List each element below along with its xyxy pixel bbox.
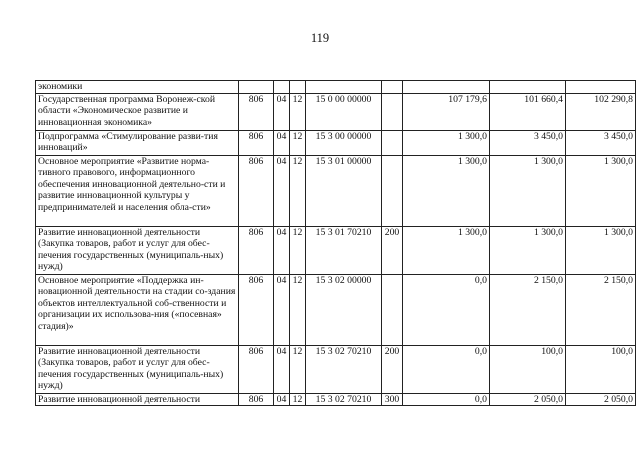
cell-vr: 300 (382, 393, 403, 406)
cell-year1: 0,0 (403, 274, 490, 345)
cell-year2: 2 150,0 (490, 274, 566, 345)
cell-year2 (490, 81, 566, 94)
cell-adm: 806 (239, 155, 274, 226)
cell-rz: 04 (274, 93, 290, 130)
cell-year3: 100,0 (566, 345, 636, 393)
cell-vr (382, 155, 403, 226)
cell-csr: 15 3 02 70210 (306, 393, 382, 406)
cell-year1: 0,0 (403, 345, 490, 393)
cell-vr (382, 130, 403, 155)
cell-year2: 3 450,0 (490, 130, 566, 155)
cell-year3: 3 450,0 (566, 130, 636, 155)
table-row (36, 93, 636, 130)
cell-rz (274, 81, 290, 94)
cell-csr: 15 3 01 70210 (306, 226, 382, 274)
cell-rz: 04 (274, 393, 290, 406)
cell-year2: 1 300,0 (490, 155, 566, 226)
cell-year3: 2 150,0 (566, 274, 636, 345)
cell-pr: 12 (290, 393, 306, 406)
cell-adm: 806 (239, 393, 274, 406)
cell-year1: 1 300,0 (403, 155, 490, 226)
cell-name: Подпрограмма «Стимулирование разви-тия инноваций» (36, 130, 239, 155)
budget-table (35, 80, 636, 406)
cell-year2: 1 300,0 (490, 226, 566, 274)
cell-rz: 04 (274, 345, 290, 393)
cell-year1: 107 179,6 (403, 93, 490, 130)
cell-adm: 806 (239, 130, 274, 155)
cell-vr: 200 (382, 226, 403, 274)
cell-name: Основное мероприятие «Поддержка ин-новационной деятельности на стадии со-здания объектов интеллектуальной соб-ственности и организации их использова-ния («посевная» стадия)» (36, 274, 239, 345)
cell-adm (239, 81, 274, 94)
table-row (36, 81, 636, 94)
cell-name: Развитие инновационной деятельности (36, 393, 239, 406)
cell-year2: 2 050,0 (490, 393, 566, 406)
cell-pr: 12 (290, 274, 306, 345)
table-row (36, 345, 636, 393)
cell-pr: 12 (290, 345, 306, 393)
cell-name: Государственная программа Воронеж-ской области «Экономическое развитие и инновационная экономика» (36, 93, 239, 130)
cell-year3: 2 050,0 (566, 393, 636, 406)
cell-rz: 04 (274, 155, 290, 226)
cell-year1 (403, 81, 490, 94)
cell-year3: 102 290,8 (566, 93, 636, 130)
cell-rz: 04 (274, 274, 290, 345)
cell-year3: 1 300,0 (566, 226, 636, 274)
cell-adm: 806 (239, 226, 274, 274)
cell-year2: 100,0 (490, 345, 566, 393)
cell-year1: 1 300,0 (403, 226, 490, 274)
cell-name: Развитие инновационной деятельности (Закупка товаров, работ и услуг для обес-печения государственных (муниципаль-ных) нужд) (36, 226, 239, 274)
cell-year3 (566, 81, 636, 94)
cell-year3: 1 300,0 (566, 155, 636, 226)
cell-name: экономики (36, 81, 239, 94)
cell-pr: 12 (290, 226, 306, 274)
cell-pr: 12 (290, 93, 306, 130)
cell-csr: 15 3 02 00000 (306, 274, 382, 345)
table-row (36, 155, 636, 226)
cell-vr (382, 274, 403, 345)
cell-year1: 1 300,0 (403, 130, 490, 155)
cell-csr (306, 81, 382, 94)
cell-name: Развитие инновационной деятельности (Закупка товаров, работ и услуг для обес-печения государственных (муниципаль-ных) нужд) (36, 345, 239, 393)
cell-csr: 15 0 00 00000 (306, 93, 382, 130)
cell-csr: 15 3 02 70210 (306, 345, 382, 393)
cell-adm: 806 (239, 345, 274, 393)
cell-vr (382, 93, 403, 130)
page-number: 119 (310, 31, 330, 45)
table-row (36, 393, 636, 406)
cell-rz: 04 (274, 130, 290, 155)
table-row (36, 274, 636, 345)
cell-vr (382, 81, 403, 94)
cell-vr: 200 (382, 345, 403, 393)
cell-adm: 806 (239, 274, 274, 345)
cell-name: Основное мероприятие «Развитие норма-тивного правового, информационного обеспечения инновационной деятельно-сти и развитие инновационной культуры у предпринимателей и населения обла-сти» (36, 155, 239, 226)
cell-csr: 15 3 01 00000 (306, 155, 382, 226)
cell-year1: 0,0 (403, 393, 490, 406)
cell-rz: 04 (274, 226, 290, 274)
cell-pr (290, 81, 306, 94)
cell-adm: 806 (239, 93, 274, 130)
cell-csr: 15 3 00 00000 (306, 130, 382, 155)
table-row (36, 226, 636, 274)
cell-pr: 12 (290, 155, 306, 226)
cell-pr: 12 (290, 130, 306, 155)
cell-year2: 101 660,4 (490, 93, 566, 130)
table-row (36, 130, 636, 155)
